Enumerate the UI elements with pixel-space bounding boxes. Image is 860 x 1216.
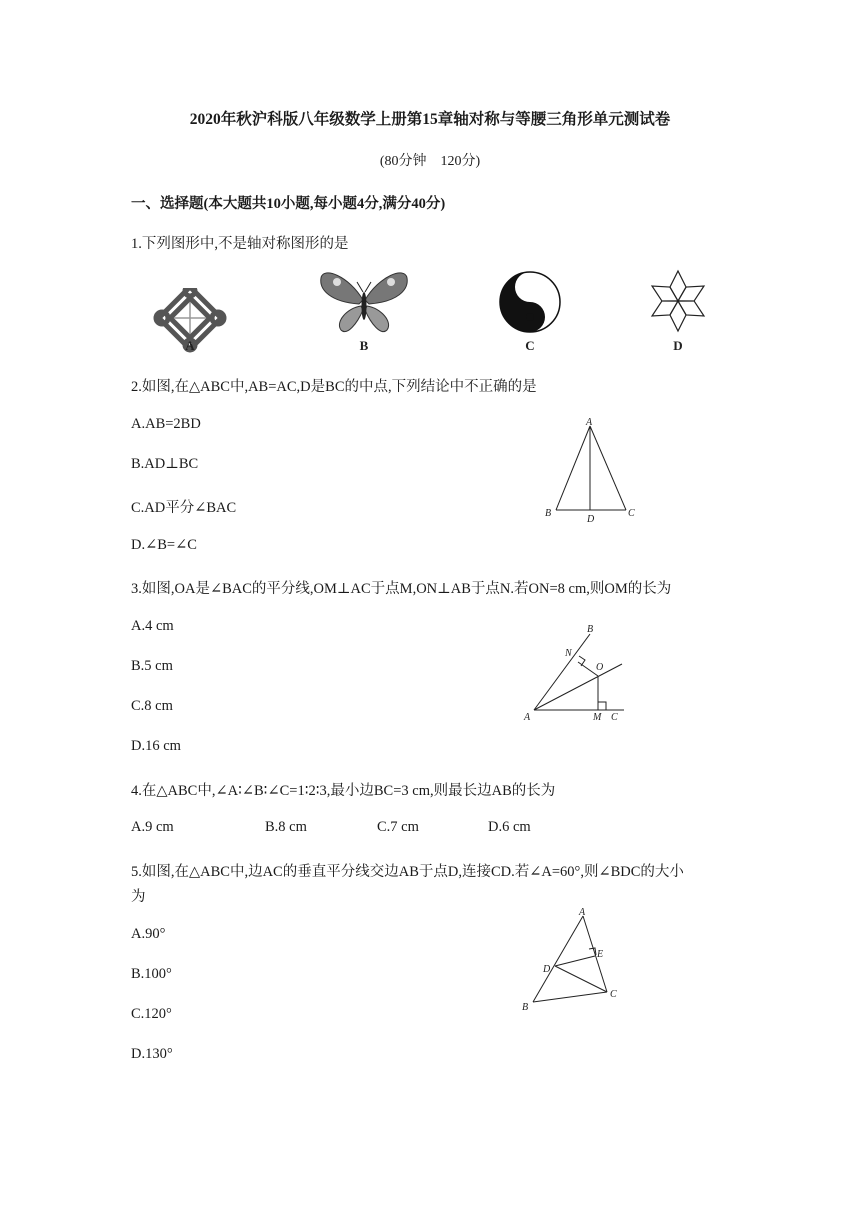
q4-option-c: C.7 cm <box>377 819 419 835</box>
q3-option-a: A.4 cm <box>131 618 174 634</box>
q2-isosceles-triangle-figure <box>540 416 645 526</box>
figure-label-b: B <box>359 338 369 353</box>
figure-label-a: A <box>185 338 195 353</box>
q3-option-d: D.16 cm <box>131 738 181 754</box>
q2-option-c: C.AD平分∠BAC <box>131 500 237 516</box>
question-5-stem-line2: 为 <box>131 889 146 905</box>
section-heading-choice: 一、选择题(本大题共10小题,每小题4分,满分40分) <box>131 196 446 212</box>
point-n-label: N <box>565 648 572 659</box>
exam-duration-score: (80分钟 120分) <box>379 154 481 169</box>
q4-option-a: A.9 cm <box>131 819 174 835</box>
question-1-stem: 1.下列图形中,不是轴对称图形的是 <box>131 236 349 252</box>
point-c-label: C <box>610 989 617 1000</box>
question-2-stem: 2.如图,在△ABC中,AB=AC,D是BC的中点,下列结论中不正确的是 <box>131 379 537 395</box>
q4-option-b: B.8 cm <box>265 819 307 835</box>
q5-option-d: D.130° <box>131 1046 173 1062</box>
point-b-label: B <box>587 624 594 635</box>
q3-option-c: C.8 cm <box>131 698 173 714</box>
q5-perpendicular-bisector-figure <box>515 902 625 1014</box>
question-3-stem: 3.如图,OA是∠BAC的平分线,OM⊥AC于点M,ON⊥AB于点N.若ON=8 cm,则OM的长为 <box>131 581 672 597</box>
point-c-label: C <box>611 712 618 723</box>
q2-option-d: D.∠B=∠C <box>131 537 197 553</box>
q2-option-a: A.AB=2BD <box>131 416 201 432</box>
point-a-label: A <box>586 417 593 428</box>
q5-option-a: A.90° <box>131 926 166 942</box>
six-point-star-figure <box>648 266 708 336</box>
point-a-label: A <box>579 907 586 918</box>
point-d-label: D <box>543 964 551 975</box>
yin-yang-figure <box>498 270 562 334</box>
q4-option-d: D.6 cm <box>488 819 531 835</box>
figure-label-c: C <box>525 338 535 353</box>
question-5-stem-line1: 5.如图,在△ABC中,边AC的垂直平分线交边AB于点D,连接CD.若∠A=60°,则∠BDC的大小 <box>131 864 684 880</box>
point-m-label: M <box>593 712 602 723</box>
point-e-label: E <box>597 949 604 960</box>
q5-option-b: B.100° <box>131 966 172 982</box>
question-4-stem: 4.在△ABC中,∠A∶∠B∶∠C=1∶2∶3,最小边BC=3 cm,则最长边AB的长为 <box>131 783 556 799</box>
q2-option-b: B.AD⊥BC <box>131 456 199 472</box>
point-o-label: O <box>596 662 604 673</box>
point-d-label: D <box>587 514 595 525</box>
q3-angle-bisector-figure <box>520 622 630 726</box>
point-a-label: A <box>524 712 531 723</box>
butterfly-figure <box>319 268 409 338</box>
point-b-label: B <box>545 508 552 519</box>
q3-option-b: B.5 cm <box>131 658 173 674</box>
q5-option-c: C.120° <box>131 1006 172 1022</box>
figure-label-d: D <box>673 338 683 353</box>
point-c-label: C <box>628 508 635 519</box>
page-title: 2020年秋沪科版八年级数学上册第15章轴对称与等腰三角形单元测试卷 <box>189 111 671 128</box>
point-b-label: B <box>522 1002 529 1013</box>
